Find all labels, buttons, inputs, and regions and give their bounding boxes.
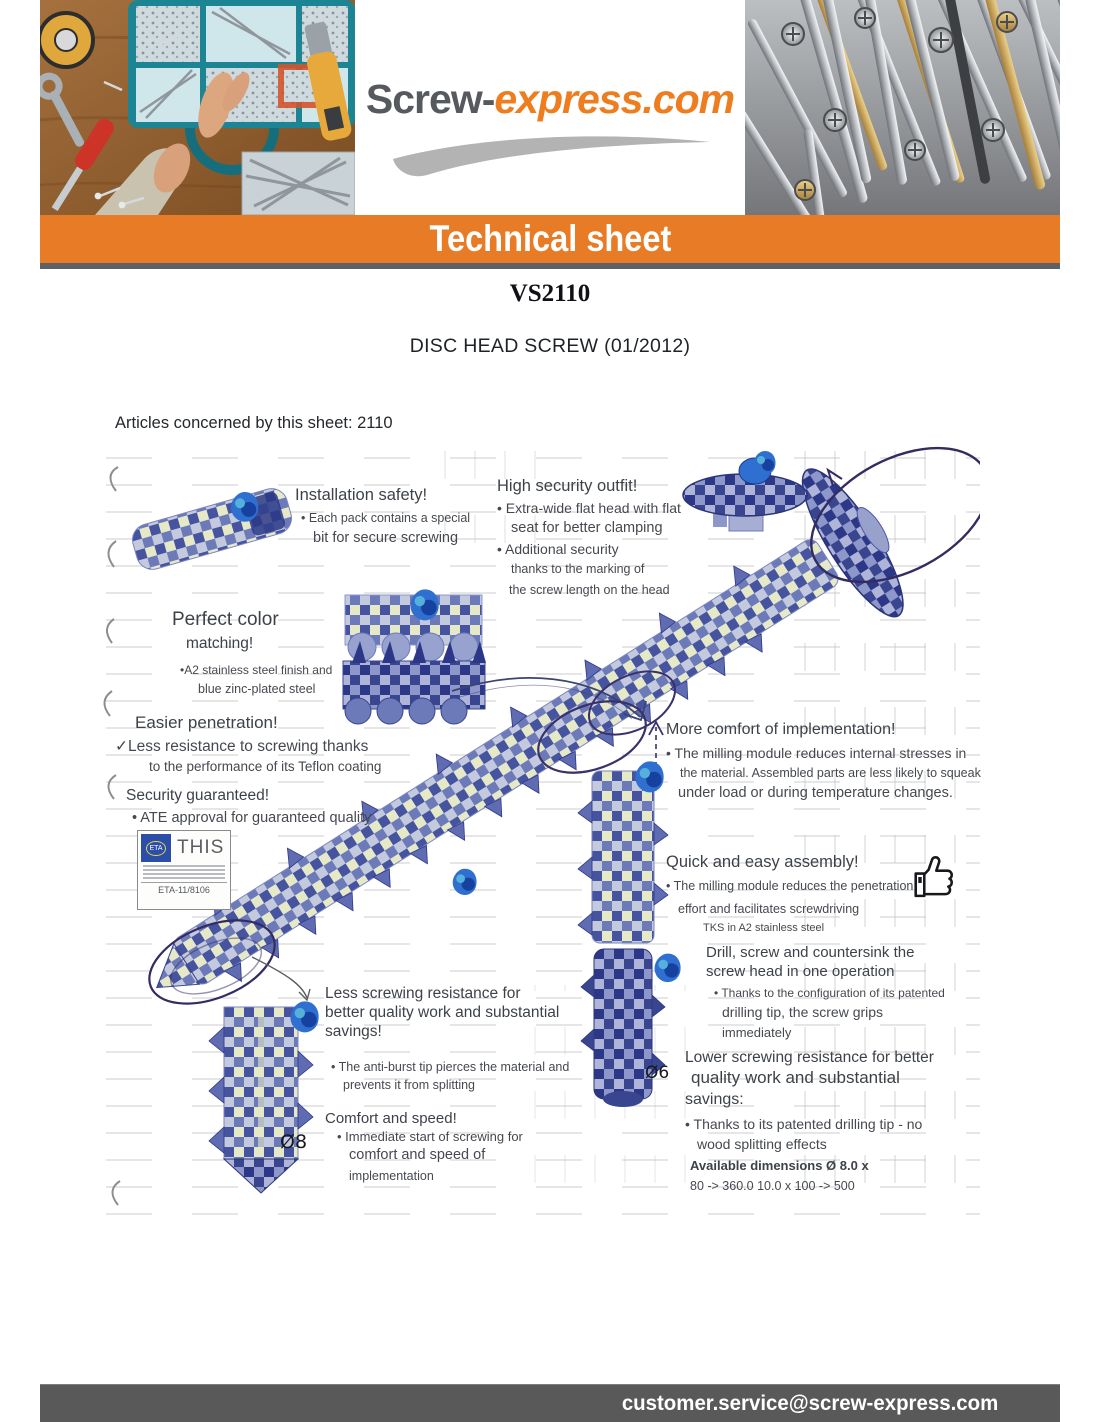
screws-photo (745, 0, 1060, 215)
logo-text-primary: Screw- (365, 76, 495, 122)
callout-dimensions (690, 1158, 869, 1195)
eta-this-text: THIS (177, 837, 225, 858)
callout-line: • Thanks to the configuration of its patented (714, 986, 945, 1001)
logo-text (355, 76, 745, 123)
product-title: DISC HEAD SCREW (01/2012) (409, 335, 691, 357)
dimensions-line: Available dimensions Ø 8.0 x (690, 1158, 869, 1173)
eta-fine-print (141, 865, 227, 879)
callout-quick-assembly (666, 852, 913, 917)
callout-line: comfort and speed of (349, 1146, 486, 1163)
callout-line: to the performance of its Teflon coating (149, 759, 382, 775)
callout-heading: Drill, screw and countersink the (706, 944, 915, 961)
callout-heading: Perfect color (172, 609, 279, 630)
workbench-photo (40, 0, 355, 215)
callout-heading: matching! (186, 634, 254, 652)
callout-line: prevents it from splitting (343, 1078, 475, 1093)
callout-line: blue zinc-plated steel (198, 681, 316, 696)
callout-line: • The milling module reduces the penetration (666, 879, 914, 894)
callout-comfort-speed (325, 1110, 523, 1184)
logo-swoosh (385, 129, 715, 181)
callout-easier-penetration (115, 712, 381, 776)
banner (40, 215, 1060, 263)
callout-line: • Each pack contains a special (301, 511, 471, 526)
callout-heading: Lower screwing resistance for better (685, 1049, 934, 1066)
callout-heading: screw head in one operation (706, 962, 895, 980)
eta-flag-icon (141, 834, 171, 862)
callout-drill-screw (706, 944, 945, 1042)
logo (355, 0, 745, 215)
callout-line: seat for better clamping (511, 519, 663, 536)
callout-more-comfort (666, 720, 981, 803)
callout-heading: savings: (685, 1091, 744, 1109)
callout-line: the material. Assembled parts are less likely to squeak (680, 766, 981, 781)
callout-heading: High security outfit! (497, 477, 638, 495)
callout-line: under load or during temperature changes. (678, 784, 953, 801)
callout-heading: More comfort of implementation! (666, 721, 896, 738)
callout-line: •A2 stainless steel finish and (180, 662, 333, 677)
callout-heading: Less screwing resistance for (325, 985, 521, 1002)
callout-line: drilling tip, the screw grips (722, 1004, 884, 1021)
banner-underline (40, 263, 1060, 269)
eta-approval-label (137, 830, 231, 910)
footer-bar (40, 1384, 1060, 1422)
product-code: VS2110 (509, 280, 591, 307)
callout-heading: quality work and substantial (691, 1068, 900, 1088)
banner-title: Technical sheet (429, 218, 671, 259)
workbench-photo-art (40, 0, 355, 215)
callout-lower-resistance (685, 1048, 934, 1154)
diameter-label-6: Ø6 (645, 1063, 670, 1083)
callout-heading: Security guaranteed! (126, 787, 270, 804)
callout-heading: Quick and easy assembly! (666, 853, 859, 871)
callout-installation-safety (295, 485, 470, 548)
articles-line: Articles concerned by this sheet: 2110 (115, 414, 393, 432)
callout-line: • Additional security (497, 540, 619, 557)
callout-line: • Thanks to its patented drilling tip - no (685, 1116, 923, 1133)
tks-note: TKS in A2 stainless steel (703, 922, 825, 934)
callout-line: • The milling module reduces internal stresses in (666, 744, 967, 761)
callout-line: immediately (722, 1025, 792, 1041)
callout-line: implementation (349, 1168, 434, 1183)
dimensions-line: 80 -> 360.0 10.0 x 100 -> 500 (690, 1179, 855, 1194)
eta-code: ETA-11/8106 (141, 882, 227, 895)
callout-line: effort and facilitates screwdriving (678, 901, 860, 916)
mid-vertical-screw (578, 771, 668, 943)
callout-heading: Comfort and speed! (325, 1110, 457, 1127)
diameter6-screw (581, 949, 665, 1107)
callout-heading: savings! (325, 1023, 382, 1041)
callout-line: ✓Less resistance to screwing thanks (115, 738, 369, 756)
footer-email[interactable]: customer.service@screw-express.com (621, 1391, 998, 1415)
eta-badge-text: ETA (146, 841, 165, 856)
callout-heading: better quality work and substantial (325, 1004, 560, 1022)
logo-text-secondary: express.com (494, 76, 735, 122)
callout-line: thanks to the marking of (511, 562, 645, 577)
callout-line: bit for secure screwing (313, 529, 459, 546)
callout-line: • The anti-burst tip pierces the material and (331, 1059, 570, 1074)
callout-less-resistance (325, 984, 569, 1094)
callout-perfect-color (172, 608, 332, 697)
callout-security-guaranteed (126, 786, 371, 828)
thumbs-up-icon (910, 853, 966, 901)
callout-line: wood splitting effects (697, 1136, 827, 1153)
callout-heading: Easier penetration! (135, 713, 278, 732)
callout-line: • ATE approval for guaranteed quality (132, 810, 372, 827)
diameter-label-8: Ø8 (280, 1131, 308, 1153)
callout-line: • Extra-wide flat head with flat (497, 500, 681, 517)
callout-high-security (497, 476, 681, 598)
callout-heading: Installation safety! (295, 486, 428, 504)
callout-line: • Immediate start of screwing for (337, 1128, 523, 1144)
screws-photo-art (745, 0, 1060, 215)
callout-line: the screw length on the head (509, 582, 670, 597)
